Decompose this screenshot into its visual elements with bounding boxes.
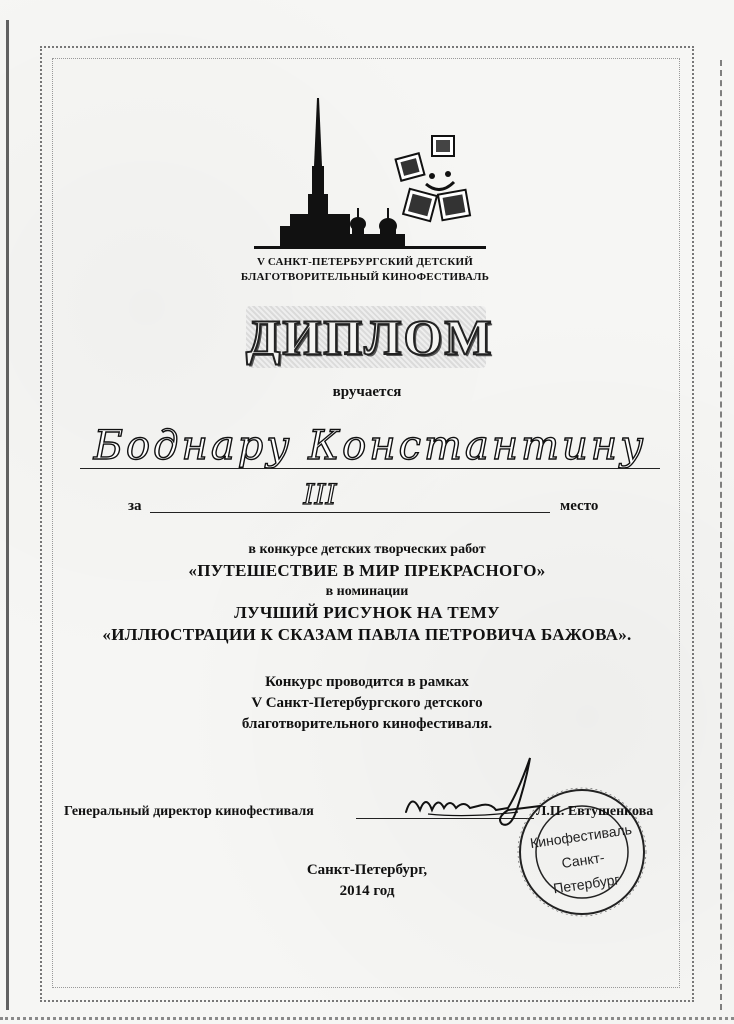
contest-description: [60, 540, 674, 646]
held-line3: благотворительного кинофестиваля.: [241, 716, 493, 732]
diploma-heading-text: ДИПЛОМ: [246, 309, 494, 365]
festival-title-line2: БЛАГОТВОРИТЕЛЬНЫЙ КИНОФЕСТИВАЛЬ: [240, 271, 490, 283]
seal-line1: Кинофестиваль: [529, 820, 633, 852]
place-suffix: место: [560, 498, 599, 514]
place-underline: [150, 512, 550, 513]
held-line1: Конкурс проводится в рамках: [265, 674, 469, 690]
signatory-name: Л.П. Евтушенкова: [536, 804, 654, 819]
signatory-title: Генеральный директор кинофестиваля: [64, 804, 314, 819]
held-line2: V Санкт-Петербургского детского: [251, 695, 483, 711]
scan-edge-bottom: [0, 1011, 734, 1020]
held-description: [60, 672, 674, 735]
city-text: Санкт-Петербург,: [306, 862, 428, 878]
contest-line1: в конкурсе детских творческих работ: [248, 542, 486, 557]
place-prefix: за: [128, 498, 142, 514]
seal-line2: Санкт-Петербург: [552, 849, 621, 897]
place-and-date: [0, 860, 734, 902]
fortress-silhouette-icon: [254, 98, 486, 249]
recipient-name: Боднару Константину: [93, 423, 647, 469]
handwritten-signature: [398, 752, 548, 832]
festival-title-line1: V САНКТ-ПЕТЕРБУРГСКИЙ ДЕТСКИЙ: [256, 256, 474, 268]
place-value: III: [303, 478, 337, 511]
festival-title: [200, 255, 530, 285]
diploma-heading: [246, 308, 494, 366]
festival-logo: [250, 96, 490, 256]
film-smiley-icon: [396, 136, 470, 221]
contest-line2: «ПУТЕШЕСТВИЕ В МИР ПРЕКРАСНОГО»: [188, 561, 546, 580]
recipient-underline: [80, 468, 660, 469]
awarded-text: вручается: [332, 384, 402, 400]
contest-line5: «ИЛЛЮСТРАЦИИ К СКАЗАМ ПАВЛА ПЕТРОВИЧА БАЖОВА».: [102, 625, 632, 644]
year-text: 2014 год: [339, 883, 395, 899]
contest-line3: в номинации: [325, 584, 409, 599]
contest-line4: ЛУЧШИЙ РИСУНОК НА ТЕМУ: [234, 603, 500, 622]
